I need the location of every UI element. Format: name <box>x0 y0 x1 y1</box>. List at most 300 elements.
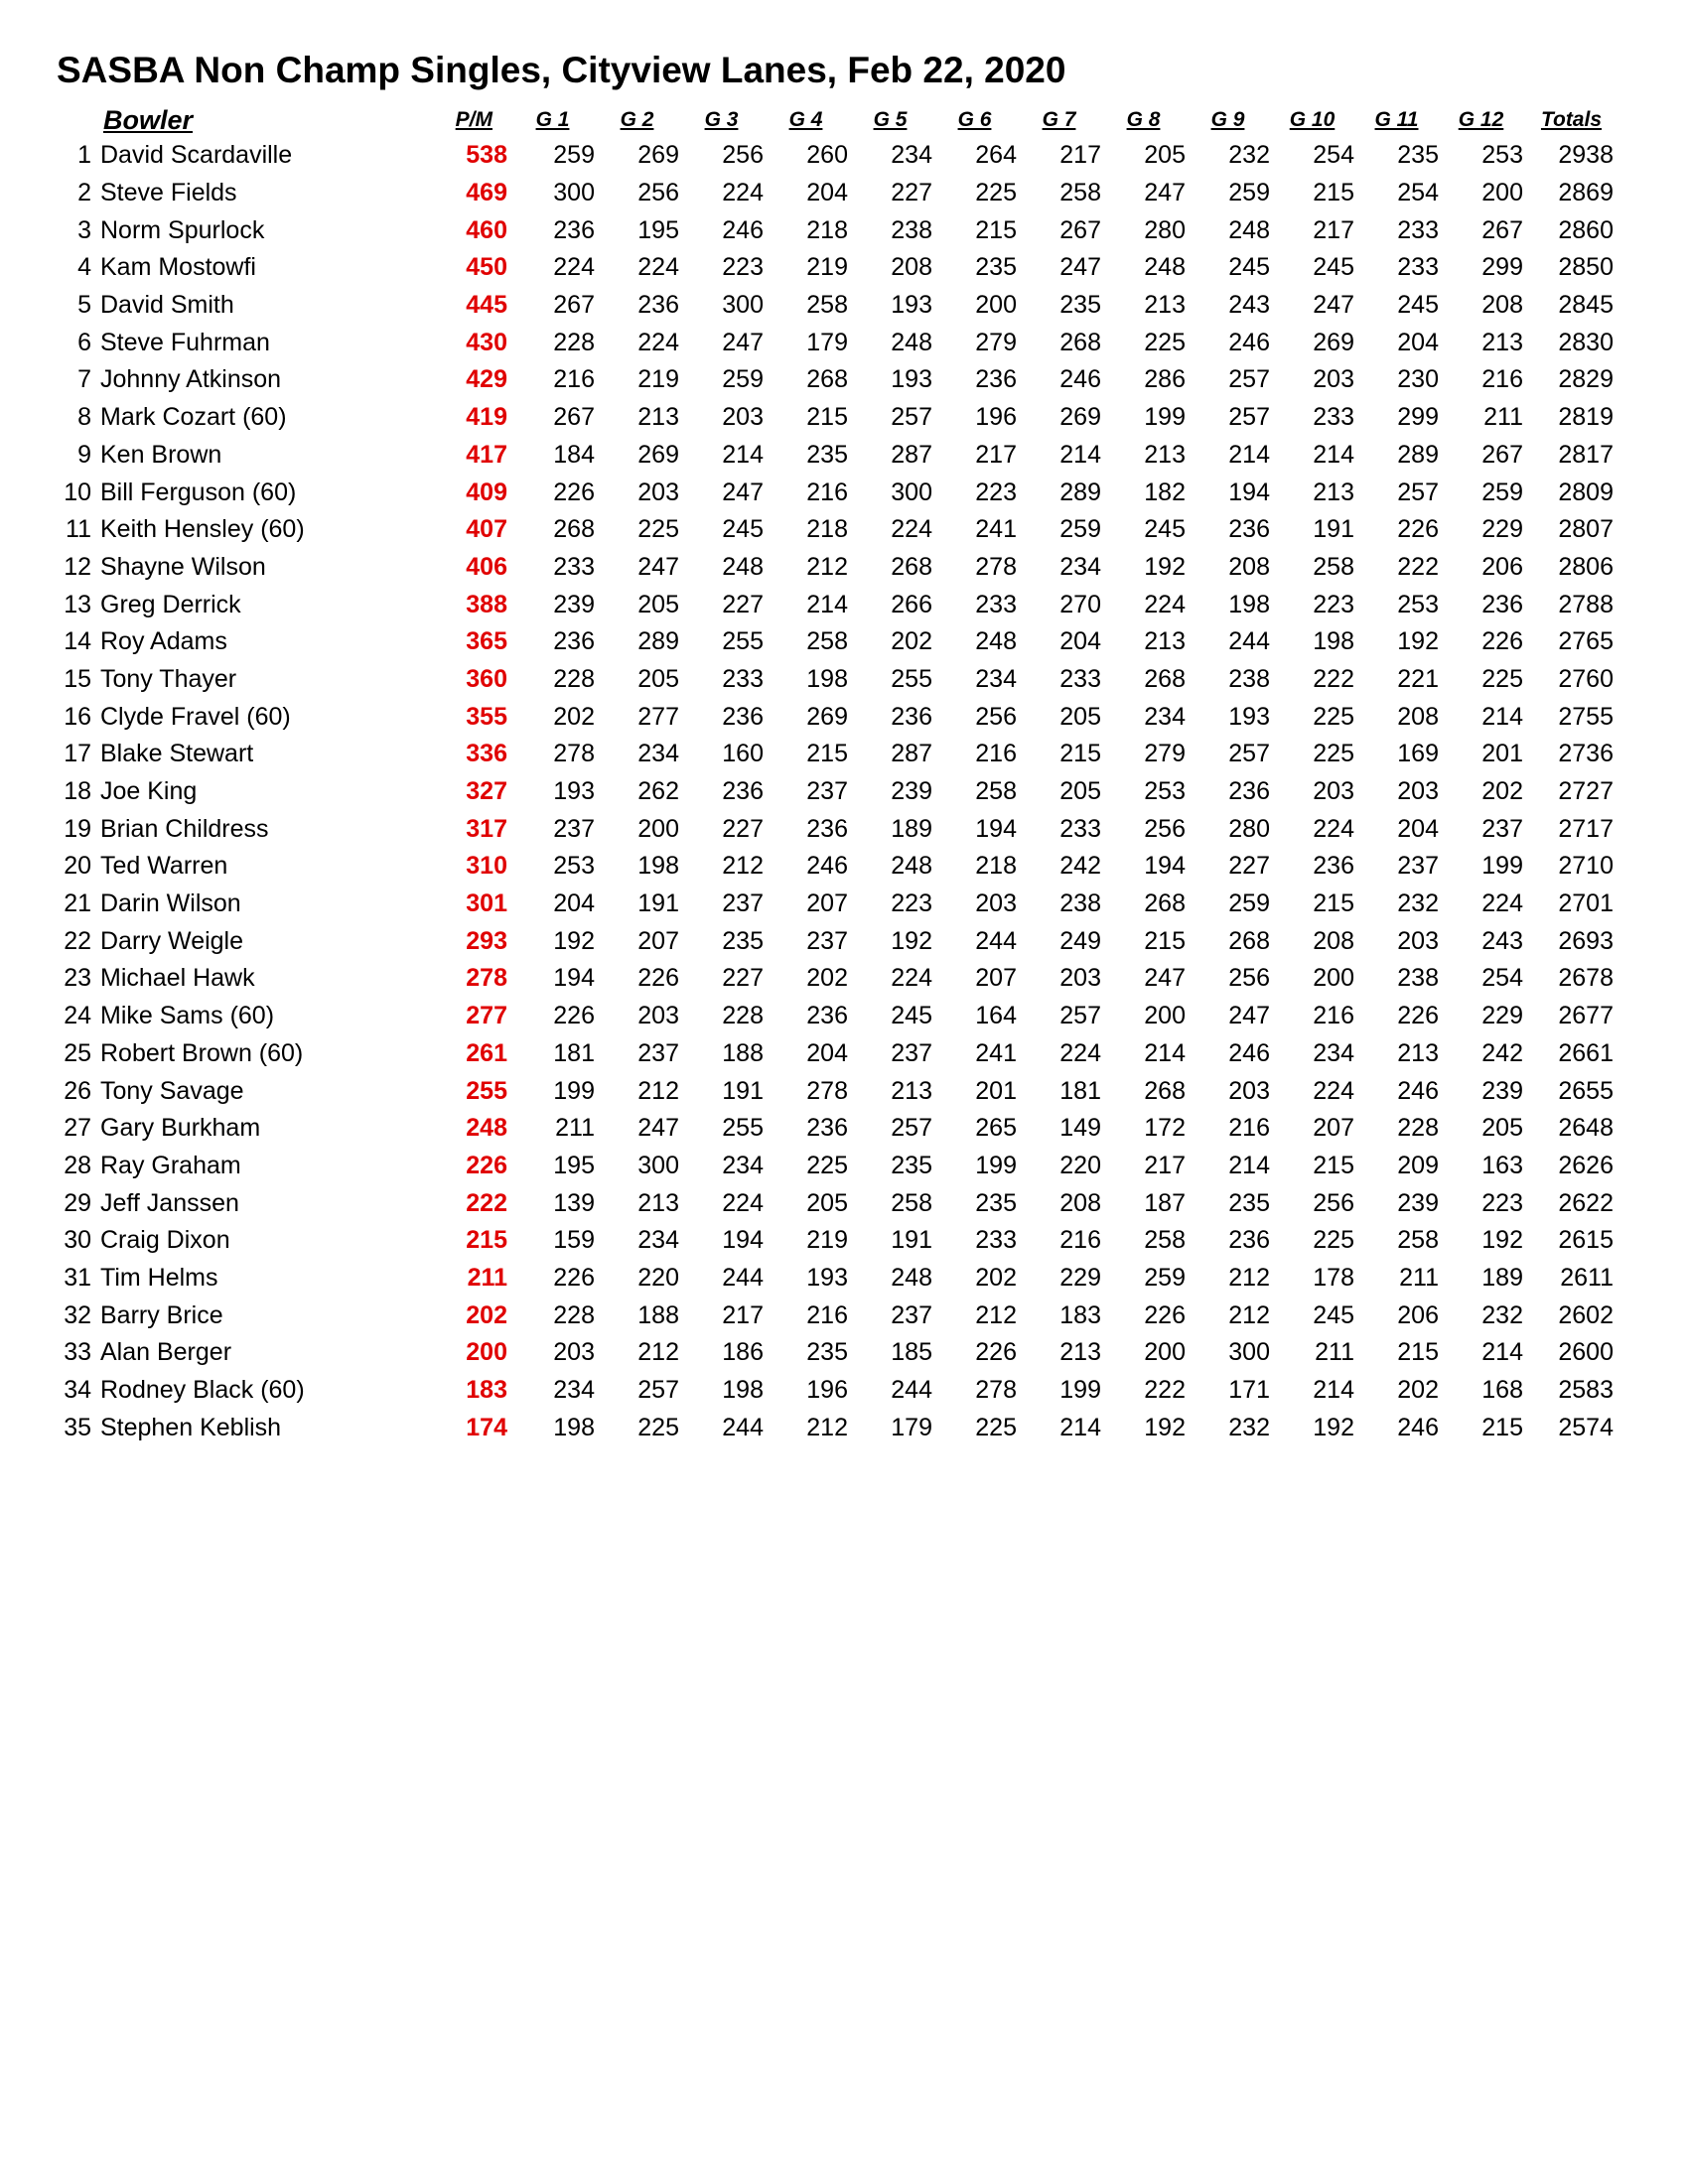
game-score-cell: 235 <box>806 440 848 469</box>
game-score-cell: 256 <box>722 141 764 170</box>
game-score-cell: 244 <box>722 1413 764 1441</box>
rank-cell: 27 <box>64 1114 91 1143</box>
game-score-cell: 247 <box>1228 1002 1270 1030</box>
game-score-cell: 194 <box>1144 852 1186 881</box>
game-score-cell: 215 <box>806 740 848 768</box>
game-score-cell: 225 <box>637 1413 679 1441</box>
bowler-name-cell: Ted Warren <box>100 852 228 881</box>
pm-cell: 469 <box>466 179 507 207</box>
game-score-cell: 208 <box>1059 1188 1101 1217</box>
bowler-name-cell: Barry Brice <box>100 1300 223 1329</box>
total-cell: 2736 <box>1558 740 1614 768</box>
game-score-cell: 299 <box>1481 253 1523 282</box>
game-score-cell: 245 <box>1313 253 1354 282</box>
game-score-cell: 280 <box>1144 215 1186 244</box>
pm-cell: 278 <box>466 964 507 993</box>
game-score-cell: 179 <box>891 1413 932 1441</box>
total-cell: 2710 <box>1558 852 1614 881</box>
game-score-cell: 139 <box>553 1188 595 1217</box>
pm-cell: 255 <box>466 1076 507 1105</box>
game-score-cell: 245 <box>891 1002 932 1030</box>
game-header: G 4 <box>788 108 823 131</box>
game-score-cell: 237 <box>891 1300 932 1329</box>
game-score-cell: 225 <box>637 515 679 544</box>
game-score-cell: 215 <box>1397 1338 1439 1367</box>
table-row <box>50 661 1614 699</box>
bowler-name-cell: Johnny Atkinson <box>100 365 282 394</box>
pm-cell: 407 <box>466 515 507 544</box>
table-row <box>50 175 1614 212</box>
game-score-cell: 248 <box>722 552 764 581</box>
game-score-cell: 242 <box>1481 1038 1523 1067</box>
rank-cell: 12 <box>64 552 91 581</box>
bowler-name-cell: Michael Hawk <box>100 964 255 993</box>
game-score-cell: 215 <box>806 403 848 432</box>
table-row <box>50 1072 1614 1110</box>
game-header: G 6 <box>957 108 992 131</box>
game-score-cell: 253 <box>1481 141 1523 170</box>
total-cell: 2583 <box>1558 1376 1614 1405</box>
game-score-cell: 181 <box>553 1038 595 1067</box>
game-score-cell: 233 <box>1397 215 1439 244</box>
pm-cell: 226 <box>466 1151 507 1179</box>
game-score-cell: 267 <box>1059 215 1101 244</box>
rank-cell: 11 <box>66 515 91 544</box>
pm-cell: 301 <box>466 889 507 918</box>
game-score-cell: 192 <box>1144 552 1186 581</box>
game-score-cell: 255 <box>722 627 764 656</box>
game-score-cell: 268 <box>1144 889 1186 918</box>
game-score-cell: 213 <box>1144 440 1186 469</box>
game-score-cell: 218 <box>975 852 1017 881</box>
game-score-cell: 242 <box>1059 852 1101 881</box>
table-row <box>50 848 1614 886</box>
game-score-cell: 225 <box>1313 702 1354 731</box>
game-score-cell: 268 <box>1144 664 1186 693</box>
table-row <box>50 810 1614 848</box>
bowler-name-cell: Ken Brown <box>100 440 222 469</box>
game-score-cell: 201 <box>975 1076 1017 1105</box>
game-score-cell: 193 <box>1228 702 1270 731</box>
pm-cell: 202 <box>466 1300 507 1329</box>
game-score-cell: 246 <box>806 852 848 881</box>
game-score-cell: 232 <box>1228 141 1270 170</box>
game-score-cell: 233 <box>975 590 1017 618</box>
game-score-cell: 236 <box>637 291 679 320</box>
game-score-cell: 203 <box>553 1338 595 1367</box>
game-score-cell: 211 <box>1483 403 1523 432</box>
bowler-name-cell: Steve Fields <box>100 179 237 207</box>
game-score-cell: 247 <box>722 478 764 506</box>
game-score-cell: 199 <box>975 1151 1017 1179</box>
game-score-cell: 222 <box>1397 552 1439 581</box>
game-score-cell: 228 <box>553 664 595 693</box>
game-score-cell: 192 <box>1397 627 1439 656</box>
rank-cell: 10 <box>64 478 91 506</box>
total-cell: 2860 <box>1558 215 1614 244</box>
game-score-cell: 205 <box>637 590 679 618</box>
game-score-cell: 260 <box>806 141 848 170</box>
table-row <box>50 1035 1614 1073</box>
game-score-cell: 221 <box>1397 664 1439 693</box>
game-score-cell: 213 <box>1397 1038 1439 1067</box>
game-score-cell: 237 <box>722 889 764 918</box>
pm-cell: 388 <box>466 590 507 618</box>
game-score-cell: 238 <box>1059 889 1101 918</box>
game-score-cell: 207 <box>975 964 1017 993</box>
game-score-cell: 179 <box>806 328 848 356</box>
table-row <box>50 324 1614 361</box>
game-score-cell: 217 <box>722 1300 764 1329</box>
game-score-cell: 205 <box>1059 777 1101 806</box>
game-score-cell: 213 <box>1059 1338 1101 1367</box>
game-score-cell: 257 <box>891 1114 932 1143</box>
game-score-cell: 236 <box>553 627 595 656</box>
game-score-cell: 269 <box>806 702 848 731</box>
total-cell: 2938 <box>1558 141 1614 170</box>
game-score-cell: 226 <box>1397 515 1439 544</box>
game-score-cell: 259 <box>1228 179 1270 207</box>
game-score-cell: 247 <box>1059 253 1101 282</box>
game-score-cell: 217 <box>1144 1151 1186 1179</box>
game-header: G 9 <box>1210 108 1245 131</box>
game-score-cell: 224 <box>637 253 679 282</box>
game-score-cell: 214 <box>1481 1338 1523 1367</box>
game-score-cell: 267 <box>1481 440 1523 469</box>
bowler-name-cell: Robert Brown (60) <box>100 1038 304 1067</box>
game-score-cell: 289 <box>1397 440 1439 469</box>
game-score-cell: 193 <box>806 1263 848 1292</box>
results-table <box>50 103 1614 1446</box>
bowler-name-cell: Darin Wilson <box>100 889 241 918</box>
game-score-cell: 192 <box>1313 1413 1354 1441</box>
game-score-cell: 209 <box>1397 1151 1439 1179</box>
game-score-cell: 253 <box>1397 590 1439 618</box>
game-score-cell: 223 <box>1313 590 1354 618</box>
game-score-cell: 204 <box>1397 328 1439 356</box>
game-score-cell: 278 <box>806 1076 848 1105</box>
game-score-cell: 258 <box>1313 552 1354 581</box>
game-score-cell: 198 <box>553 1413 595 1441</box>
game-score-cell: 216 <box>975 740 1017 768</box>
game-score-cell: 246 <box>1059 365 1101 394</box>
game-score-cell: 236 <box>891 702 932 731</box>
game-score-cell: 202 <box>891 627 932 656</box>
game-score-cell: 247 <box>637 1114 679 1143</box>
table-row <box>50 287 1614 325</box>
game-score-cell: 287 <box>891 440 932 469</box>
pm-cell: 365 <box>466 627 507 656</box>
game-score-cell: 193 <box>891 291 932 320</box>
game-score-cell: 200 <box>1313 964 1354 993</box>
game-score-cell: 241 <box>975 515 1017 544</box>
game-score-cell: 244 <box>1228 627 1270 656</box>
total-cell: 2760 <box>1558 664 1614 693</box>
game-score-cell: 191 <box>722 1076 764 1105</box>
game-score-cell: 198 <box>1313 627 1354 656</box>
game-header: G 3 <box>704 108 739 131</box>
game-score-cell: 214 <box>806 590 848 618</box>
bowler-name-cell: Greg Derrick <box>100 590 241 618</box>
game-score-cell: 245 <box>1313 1300 1354 1329</box>
game-score-cell: 219 <box>806 253 848 282</box>
game-score-cell: 212 <box>1228 1300 1270 1329</box>
game-score-cell: 204 <box>553 889 595 918</box>
bowler-name-cell: David Scardaville <box>100 141 293 170</box>
bowler-name-cell: Bill Ferguson (60) <box>100 478 297 506</box>
game-score-cell: 227 <box>722 814 764 843</box>
rank-cell: 29 <box>64 1188 91 1217</box>
game-score-cell: 216 <box>553 365 595 394</box>
game-score-cell: 214 <box>1228 440 1270 469</box>
table-row <box>50 211 1614 249</box>
game-score-cell: 239 <box>1397 1188 1439 1217</box>
total-cell: 2755 <box>1558 702 1614 731</box>
game-score-cell: 226 <box>975 1338 1017 1367</box>
game-score-cell: 213 <box>1481 328 1523 356</box>
game-score-cell: 234 <box>553 1376 595 1405</box>
game-score-cell: 200 <box>1481 179 1523 207</box>
game-score-cell: 258 <box>1397 1226 1439 1255</box>
game-score-cell: 213 <box>891 1076 932 1105</box>
bowler-name-cell: Jeff Janssen <box>100 1188 239 1217</box>
game-score-cell: 259 <box>722 365 764 394</box>
game-score-cell: 207 <box>1313 1114 1354 1143</box>
total-cell: 2806 <box>1558 552 1614 581</box>
game-score-cell: 246 <box>1228 1038 1270 1067</box>
game-score-cell: 198 <box>1228 590 1270 618</box>
game-score-cell: 234 <box>891 141 932 170</box>
game-score-cell: 202 <box>553 702 595 731</box>
total-cell: 2611 <box>1560 1263 1614 1292</box>
total-cell: 2850 <box>1558 253 1614 282</box>
table-row <box>50 1148 1614 1185</box>
pm-cell: 261 <box>466 1038 507 1067</box>
game-score-cell: 188 <box>722 1038 764 1067</box>
pm-cell: 429 <box>466 365 507 394</box>
game-score-cell: 192 <box>1481 1226 1523 1255</box>
game-score-cell: 188 <box>637 1300 679 1329</box>
game-score-cell: 215 <box>1313 1151 1354 1179</box>
game-score-cell: 238 <box>891 215 932 244</box>
game-score-cell: 201 <box>1481 740 1523 768</box>
game-score-cell: 234 <box>975 664 1017 693</box>
game-score-cell: 216 <box>1059 1226 1101 1255</box>
game-score-cell: 191 <box>637 889 679 918</box>
pm-cell: 445 <box>466 291 507 320</box>
game-score-cell: 186 <box>722 1338 764 1367</box>
table-row <box>50 549 1614 587</box>
game-header: G 11 <box>1374 108 1419 131</box>
game-score-cell: 236 <box>1228 777 1270 806</box>
table-row <box>50 698 1614 736</box>
results-body <box>50 137 1614 1446</box>
game-score-cell: 259 <box>553 141 595 170</box>
game-score-cell: 216 <box>1481 365 1523 394</box>
pm-cell: 417 <box>466 440 507 469</box>
game-score-cell: 199 <box>1059 1376 1101 1405</box>
game-score-cell: 257 <box>637 1376 679 1405</box>
game-score-cell: 224 <box>637 328 679 356</box>
total-cell: 2602 <box>1558 1300 1614 1329</box>
game-score-cell: 191 <box>891 1226 932 1255</box>
game-score-cell: 224 <box>891 515 932 544</box>
table-row <box>50 361 1614 399</box>
game-score-cell: 192 <box>553 926 595 955</box>
rank-cell: 22 <box>64 926 91 955</box>
game-score-cell: 258 <box>1059 179 1101 207</box>
bowler-name-cell: Rodney Black (60) <box>100 1376 305 1405</box>
game-score-cell: 249 <box>1059 926 1101 955</box>
game-score-cell: 230 <box>1397 365 1439 394</box>
pm-cell: 327 <box>466 777 507 806</box>
game-score-cell: 236 <box>806 1002 848 1030</box>
game-score-cell: 243 <box>1228 291 1270 320</box>
rank-cell: 23 <box>64 964 91 993</box>
game-score-cell: 213 <box>1144 291 1186 320</box>
table-row <box>50 886 1614 923</box>
game-score-cell: 236 <box>806 1114 848 1143</box>
total-cell: 2648 <box>1558 1114 1614 1143</box>
game-score-cell: 236 <box>1228 1226 1270 1255</box>
game-score-cell: 235 <box>891 1151 932 1179</box>
game-score-cell: 223 <box>722 253 764 282</box>
game-score-cell: 225 <box>806 1151 848 1179</box>
game-score-cell: 256 <box>637 179 679 207</box>
rank-cell: 3 <box>77 215 91 244</box>
game-score-cell: 235 <box>1228 1188 1270 1217</box>
game-score-cell: 213 <box>637 1188 679 1217</box>
table-row <box>50 137 1614 175</box>
rank-cell: 24 <box>64 1002 91 1030</box>
pm-cell: 317 <box>466 814 507 843</box>
game-score-cell: 227 <box>722 964 764 993</box>
total-cell: 2661 <box>1558 1038 1614 1067</box>
game-score-cell: 235 <box>806 1338 848 1367</box>
game-score-cell: 198 <box>806 664 848 693</box>
game-score-cell: 268 <box>1144 1076 1186 1105</box>
table-row <box>50 998 1614 1035</box>
bowler-name-cell: Clyde Fravel (60) <box>100 702 291 731</box>
game-score-cell: 248 <box>1228 215 1270 244</box>
game-score-cell: 246 <box>1228 328 1270 356</box>
total-cell: 2829 <box>1558 365 1614 394</box>
totals-header: Totals <box>1540 108 1602 131</box>
game-score-cell: 214 <box>1059 440 1101 469</box>
game-score-cell: 182 <box>1144 478 1186 506</box>
game-score-cell: 212 <box>806 1413 848 1441</box>
game-score-cell: 223 <box>975 478 1017 506</box>
game-score-cell: 300 <box>637 1151 679 1179</box>
game-score-cell: 160 <box>722 740 764 768</box>
game-score-cell: 168 <box>1481 1376 1523 1405</box>
game-score-cell: 178 <box>1313 1263 1354 1292</box>
game-score-cell: 280 <box>1228 814 1270 843</box>
total-cell: 2574 <box>1558 1413 1614 1441</box>
bowler-name-cell: Mark Cozart (60) <box>100 403 287 432</box>
game-score-cell: 253 <box>1144 777 1186 806</box>
pm-cell: 406 <box>466 552 507 581</box>
game-score-cell: 247 <box>1313 291 1354 320</box>
game-score-cell: 214 <box>1313 440 1354 469</box>
game-score-cell: 192 <box>891 926 932 955</box>
game-score-cell: 258 <box>975 777 1017 806</box>
bowler-name-cell: Tony Savage <box>100 1076 244 1105</box>
rank-cell: 8 <box>77 403 91 432</box>
game-score-cell: 195 <box>637 215 679 244</box>
game-score-cell: 300 <box>1228 1338 1270 1367</box>
game-score-cell: 246 <box>1397 1076 1439 1105</box>
game-score-cell: 206 <box>1481 552 1523 581</box>
game-score-cell: 257 <box>891 403 932 432</box>
game-score-cell: 215 <box>1313 889 1354 918</box>
game-header: G 5 <box>873 108 908 131</box>
game-score-cell: 229 <box>1059 1263 1101 1292</box>
rank-cell: 21 <box>64 889 91 918</box>
total-cell: 2727 <box>1558 777 1614 806</box>
table-row <box>50 1409 1614 1446</box>
game-score-cell: 204 <box>1059 627 1101 656</box>
table-row <box>50 1372 1614 1410</box>
game-score-cell: 193 <box>891 365 932 394</box>
rank-cell: 18 <box>64 777 91 806</box>
game-score-cell: 214 <box>1144 1038 1186 1067</box>
game-score-cell: 203 <box>1228 1076 1270 1105</box>
game-score-cell: 181 <box>1059 1076 1101 1105</box>
table-row <box>50 922 1614 960</box>
game-score-cell: 194 <box>722 1226 764 1255</box>
game-score-cell: 222 <box>1313 664 1354 693</box>
table-row <box>50 960 1614 998</box>
game-score-cell: 268 <box>553 515 595 544</box>
game-score-cell: 200 <box>1144 1338 1186 1367</box>
pm-cell: 430 <box>466 328 507 356</box>
game-score-cell: 235 <box>722 926 764 955</box>
game-score-cell: 204 <box>1397 814 1439 843</box>
game-score-cell: 195 <box>553 1151 595 1179</box>
game-score-cell: 211 <box>1315 1338 1354 1367</box>
bowler-name-cell: Brian Childress <box>100 814 269 843</box>
game-score-cell: 258 <box>806 627 848 656</box>
game-score-cell: 237 <box>637 1038 679 1067</box>
game-score-cell: 194 <box>975 814 1017 843</box>
game-header: G 2 <box>620 108 654 131</box>
game-score-cell: 270 <box>1059 590 1101 618</box>
game-score-cell: 286 <box>1144 365 1186 394</box>
game-score-cell: 212 <box>1228 1263 1270 1292</box>
game-score-cell: 192 <box>1144 1413 1186 1441</box>
table-row <box>50 586 1614 623</box>
game-score-cell: 203 <box>637 1002 679 1030</box>
game-score-cell: 199 <box>1144 403 1186 432</box>
game-score-cell: 222 <box>1144 1376 1186 1405</box>
game-score-cell: 266 <box>891 590 932 618</box>
game-score-cell: 218 <box>806 515 848 544</box>
game-score-cell: 227 <box>722 590 764 618</box>
pm-cell: 538 <box>466 141 507 170</box>
game-score-cell: 245 <box>1228 253 1270 282</box>
game-score-cell: 236 <box>553 215 595 244</box>
pm-cell: 211 <box>467 1263 507 1292</box>
rank-cell: 30 <box>64 1226 91 1255</box>
rank-cell: 5 <box>77 291 91 320</box>
rank-cell: 31 <box>64 1263 91 1292</box>
game-score-cell: 237 <box>1481 814 1523 843</box>
pm-cell: 215 <box>466 1226 507 1255</box>
game-score-cell: 237 <box>891 1038 932 1067</box>
game-score-cell: 233 <box>553 552 595 581</box>
game-score-cell: 219 <box>806 1226 848 1255</box>
